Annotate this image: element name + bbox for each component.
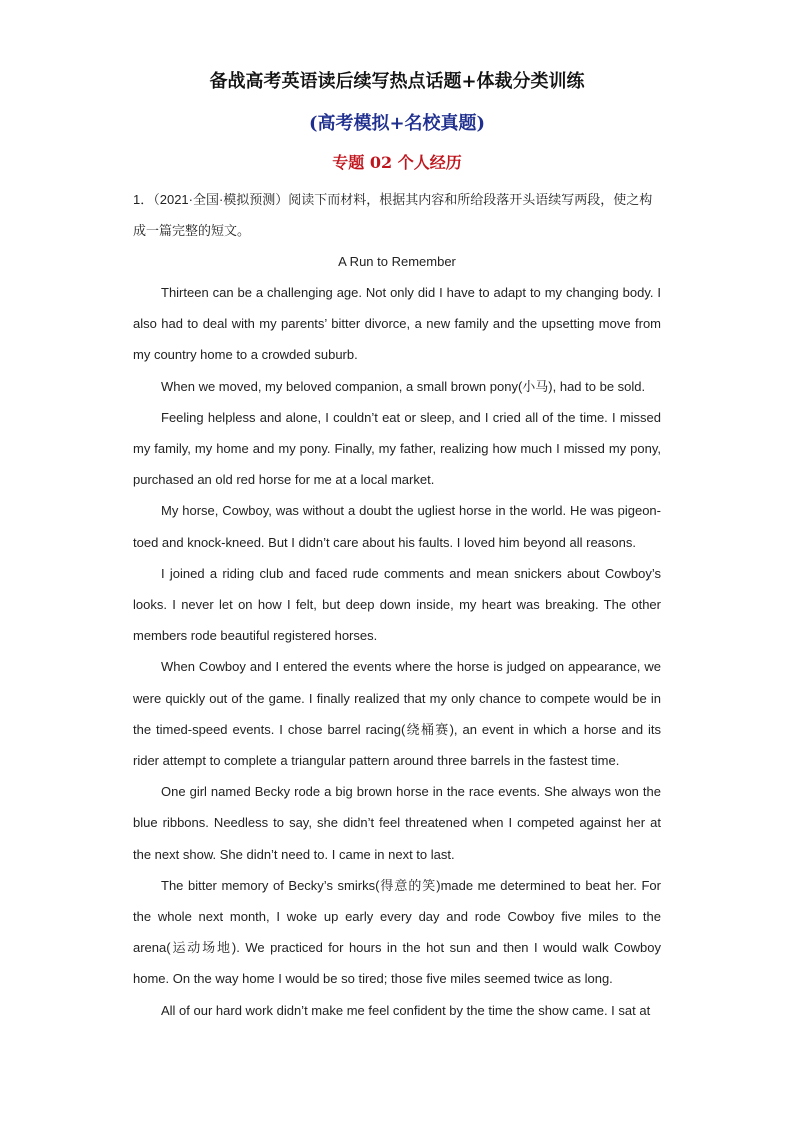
essay-paragraph: Thirteen can be a challenging age. Not only did I have to adapt to my changing body. I also had to deal with my parents’ bitter divorce, a new family and the upsetting move from my country home to a crowded suburb. <box>133 285 661 363</box>
essay-paragraph: The bitter memory of Becky’s smirks(得意的笑)made me determined to beat her. For the whole next month, I woke up early every day and rode Cowboy five miles to the arena(运动场地). We practiced for hours in the hot sun and then I would walk Cowboy home. On the way home I would be so tired; those five miles seemed twice as long. <box>133 877 661 987</box>
essay-body <box>133 277 661 1026</box>
document-title: 备战高考英语读后续写热点话题+体裁分类训练 <box>209 71 585 92</box>
essay-paragraph: I joined a riding club and faced rude comments and mean snickers about Cowboy’s looks. I never let on how I felt, but deep down inside, my heart was breaking. The other members rode beautiful registered horses. <box>133 565 661 644</box>
essay-title: A Run to Remember <box>338 254 456 269</box>
essay-paragraph: When Cowboy and I entered the events where the horse is judged on appearance, we were quickly out of the game. I finally realized that my only chance to compete would be in the timed-speed events. I chose barrel racing(绕桶赛), an event in which a horse and its rider attempt to complete a triangular pattern around three barrels in the fastest time. <box>133 659 661 769</box>
essay-paragraph: One girl named Becky rode a big brown horse in the race events. She always won the blue ribbons. Needless to say, she didn’t feel threatened when I competed against her at the next show. She didn’t need to. I came in next to last. <box>133 784 661 862</box>
essay-paragraph: When we moved, my beloved companion, a small brown pony(小马), had to be sold. <box>161 378 646 394</box>
question-instructions: 1．（2021·全国·模拟预测）阅读下而材料，根据其内容和所给段落开头语续写两段，使之构成一篇完整的短文。 <box>133 192 653 238</box>
topic-heading: 专题 02 个人经历 <box>332 153 462 172</box>
document-subtitle: (高考模拟+名校真题) <box>308 113 486 134</box>
essay-paragraph: All of our hard work didn’t make me feel confident by the time the show came. I sat at <box>161 1002 651 1018</box>
essay-paragraph: Feeling helpless and alone, I couldn’t eat or sleep, and I cried all of the time. I missed my family, my home and my pony. Finally, my father, realizing how much I missed my pony, purchased an old red horse for me at a local market. <box>133 409 661 488</box>
essay-paragraph: My horse, Cowboy, was without a doubt the ugliest horse in the world. He was pigeon-toed and knock-kneed. But I didn’t care about his faults. I loved him beyond all reasons. <box>133 503 661 550</box>
